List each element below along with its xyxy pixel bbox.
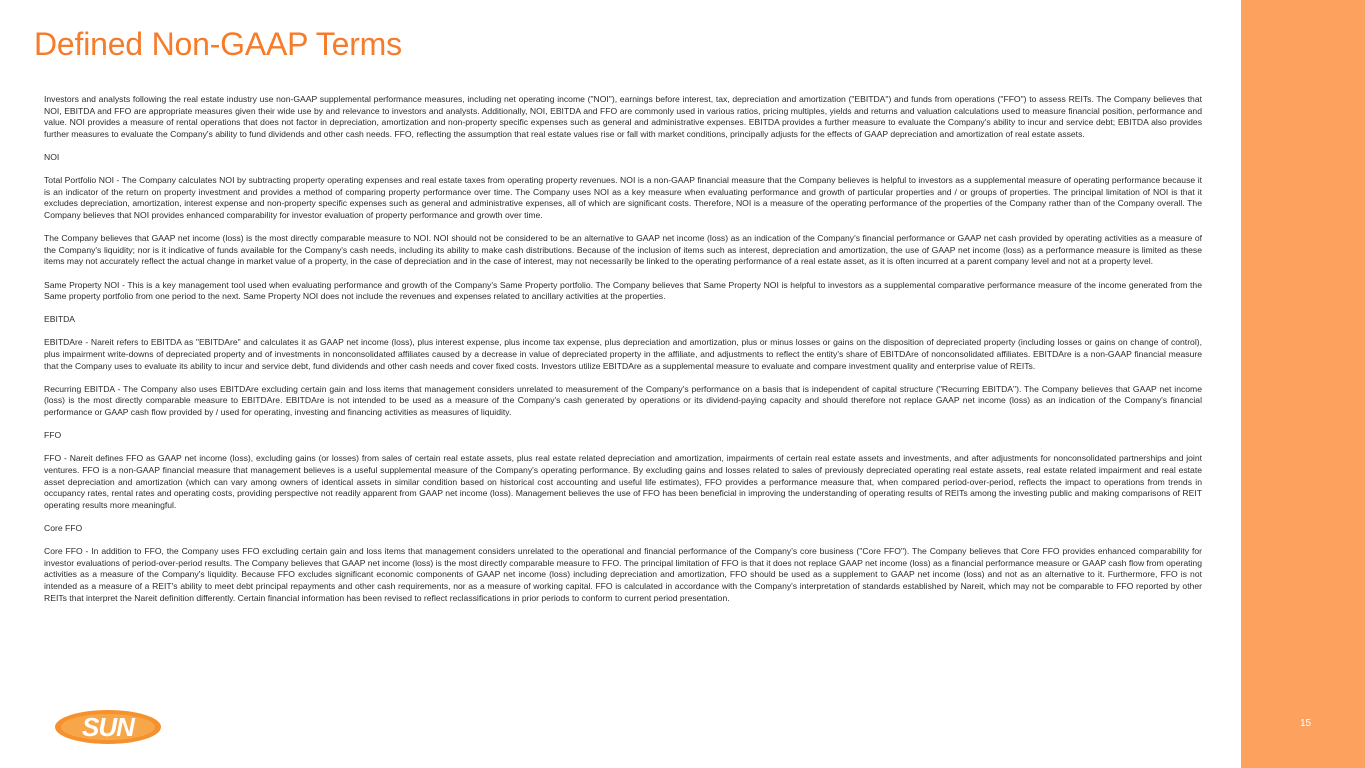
section-label-ebitda: EBITDA xyxy=(44,314,76,325)
paragraph-ebitdare: EBITDAre - Nareit refers to EBITDA as "EBITDAre" and calculates it as GAAP net income (loss), plus interest expense, plus income tax expense, plus depreciation and amortization, plus or minus losses or gains on the disposition of depreciated property (including losses or gains on change of control), plus impairment write-downs of depreciated property and of investments in nonconsolidated affiliates caused by a decrease in value of depreciated property in the affiliate, and adjustments to reflect the entity's share of EBITDAre of nonconsolidated affiliates. EBITDAre is a non-GAAP financial measure that the Company uses to evaluate its ability to incur and service debt, fund dividends and other cash needs and cover fixed costs. Investors utilize EBITDAre as a supplemental measure to evaluate and compare investment quality and enterprise value of REITs. xyxy=(44,337,1202,371)
paragraph-intro: Investors and analysts following the real estate industry use non-GAAP supplemental performance measures, including net operating income ("NOI"), earnings before interest, tax, depreciation and amortization ("EBITDA") and funds from operations ("FFO") to assess REITs. The Company believes that NOI, EBITDA and FFO are appropriate measures given their wide use by and relevance to investors and analysts. Additionally, NOI, EBITDA and FFO are commonly used in various ratios, pricing multiples, yields and returns and valuation calculations used to measure financial position, performance and value. NOI provides a measure of rental operations that does not factor in depreciation, amortization and non-property specific expenses such as general and administrative expenses. EBITDA provides a further measure to evaluate the Company's ability to incur and service debt; EBITDA also provides further measures to evaluate the Company's ability to fund dividends and other cash needs. FFO, reflecting the assumption that real estate values rise or fall with market conditions, principally adjusts for the effects of GAAP depreciation and amortization of real estate assets. xyxy=(44,94,1202,139)
paragraph-noi-comparable: The Company believes that GAAP net income (loss) is the most directly comparable measure to NOI. NOI should not be considered to be an alternative to GAAP net income (loss) as an indication of the Company's financial performance or GAAP net cash provided by operating activities as a measure of the Company's liquidity; nor is it indicative of funds available for the Company's cash needs, including its ability to make cash distributions. Because of the inclusion of items such as interest, depreciation and amortization, the use of GAAP net income (loss) as a performance measure is limited as these items may not accurately reflect the actual change in market value of a property, in the case of depreciation and in the case of interest, may not necessarily be linked to the operating performance of a real estate asset, as it is often incurred at a parent company level and not at a property level. xyxy=(44,233,1202,267)
sun-logo xyxy=(54,709,162,745)
paragraph-ffo: FFO - Nareit defines FFO as GAAP net income (loss), excluding gains (or losses) from sales of certain real estate assets, plus real estate related depreciation and amortization, impairments of certain real estate assets and investments, and after adjustments for nonconsolidated partnerships and joint ventures. FFO is a non-GAAP financial measure that management believes is a useful supplemental measure of the Company's operating performance. By excluding gains and losses related to sales of previously depreciated operating real estate assets, real estate related impairment and real estate asset depreciation and amortization (which can vary among owners of identical assets in similar condition based on historical cost accounting and useful life estimates), FFO provides a performance measure that, when compared period-over-period, reflects the impact to operations from trends in occupancy rates, rental rates and operating costs, providing perspective not readily apparent from GAAP net income (loss). Management believes the use of FFO has been beneficial in improving the understanding of operating results of REITs among the investing public and making comparisons of REIT operating results more meaningful. xyxy=(44,453,1202,510)
paragraph-same-property-noi: Same Property NOI - This is a key management tool used when evaluating performance and growth of the Company's Same Property portfolio. The Company believes that Same Property NOI is helpful to investors as a supplemental comparative performance measure of the income generated from the Same property portfolio from one period to the next. Same Property NOI does not include the revenues and expenses related to ancillary activities at the properties. xyxy=(44,279,1202,302)
section-label-ffo: FFO xyxy=(44,430,62,441)
paragraph-core-ffo: Core FFO - In addition to FFO, the Company uses FFO excluding certain gain and loss items that management considers unrelated to the operational and financial performance of the Company's core business ("Core FFO"). The Company believes that Core FFO provides enhanced comparability for investor evaluations of period-over-period results. The Company believes that GAAP net income (loss) is the most directly comparable measure to FFO. The principal limitation of FFO is that it does not replace GAAP net income (loss) as a financial performance measure or GAAP cash flow from operating activities as a measure of the Company's liquidity. Because FFO excludes significant economic components of GAAP net income (loss) including depreciation and amortization, FFO should be used as a supplement to GAAP net income (loss) and not as an alternative to it. Furthermore, FFO is not intended as a measure of a REIT's ability to meet debt principal repayments and other cash requirements, nor as a measure of working capital. FFO is calculated in accordance with the Company's interpretation of standards established by Nareit, which may not be comparable to FFO reported by other REITs that interpret the Nareit definition differently. Certain financial information has been revised to reflect reclassifications in prior periods to conform to current period presentation. xyxy=(44,546,1202,603)
section-label-core-ffo: Core FFO xyxy=(44,522,83,533)
paragraph-recurring-ebitda: Recurring EBITDA - The Company also uses EBITDAre excluding certain gain and loss items that management considers unrelated to measurement of the Company's performance on a basis that is independent of capital structure ("Recurring EBITDA"). The Company believes that GAAP net income (loss) is the most directly comparable measure to EBITDAre. EBITDAre is not intended to be used as a measure of the Company's cash generated by operations or its dividend-paying capacity and should therefore not replace GAAP net income (loss) as an indication of the Company's financial performance or GAAP cash flow provided by / used for operating, investing and financing activities as measures of liquidity. xyxy=(44,383,1202,418)
paragraph-total-portfolio-noi: Total Portfolio NOI - The Company calculates NOI by subtracting property operating expenses and real estate taxes from operating property revenues. NOI is a non-GAAP financial measure that the Company believes is helpful to investors as a supplemental measure of operating performance because it is an indicator of the return on property investment and provides a method of comparing property performance over time. The Company uses NOI as a key measure when evaluating performance and growth of particular properties and / or groups of properties. The principal limitation of NOI is that it excludes depreciation, amortization, interest expense and non-property specific expenses such as general and administrative expenses, all of which are significant costs. Therefore, NOI is a measure of the operating performance of the properties of the Company rather than of the Company overall. The Company believes that NOI provides enhanced comparability for investor evaluation of property performance and growth over time. xyxy=(44,175,1202,220)
section-label-noi: NOI xyxy=(44,151,60,162)
orange-sidebar xyxy=(1241,0,1365,768)
body-text xyxy=(44,94,1202,616)
page-title: Defined Non-GAAP Terms xyxy=(34,26,402,62)
page-number: 15 xyxy=(1300,718,1312,729)
logo-text: SUN xyxy=(82,712,134,742)
